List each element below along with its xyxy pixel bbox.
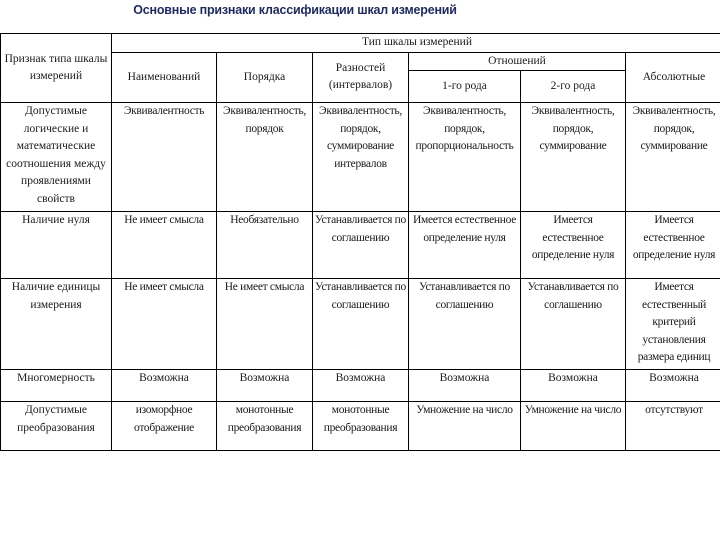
table-cell: Имеется естественный критерий установления размера единиц [626, 279, 720, 370]
row-label: Допустимые преобразования [1, 402, 112, 451]
row-label: Наличие нуля [1, 212, 112, 279]
table-row [1, 370, 720, 402]
table-cell: Устанавливается по соглашению [313, 279, 409, 370]
table-cell: монотонные преобразования [217, 402, 313, 451]
table-cell: Не имеет смысла [112, 279, 217, 370]
table-cell: Эквивалентность, порядок, суммирование [626, 103, 720, 212]
table-row [1, 212, 720, 279]
table-cell: Возможна [313, 370, 409, 402]
table-cell: Не имеет смысла [112, 212, 217, 279]
table-cell: Возможна [409, 370, 521, 402]
row-label: Многомерность [1, 370, 112, 402]
header-group-label: Тип шкалы измерений [112, 34, 720, 53]
col-header-ratio2: 2-го рода [521, 71, 626, 103]
table-cell: отсутствуют [626, 402, 720, 451]
header-row-label: Признак типа шкалы измерений [1, 34, 112, 103]
table-cell: Умножение на число [409, 402, 521, 451]
table-cell: Эквивалентность, порядок, суммирование интервалов [313, 103, 409, 212]
table-cell: Имеется естественное определение нуля [521, 212, 626, 279]
row-label: Наличие единицы измерения [1, 279, 112, 370]
col-header-ratio-group: Отношений [409, 52, 626, 71]
table-cell: Эквивалентность, порядок, суммирование [521, 103, 626, 212]
table-cell: Имеется естественное определение нуля [626, 212, 720, 279]
table-cell: Возможна [521, 370, 626, 402]
table-cell: Устанавливается по соглашению [521, 279, 626, 370]
col-header-absolute: Абсолютные [626, 52, 720, 103]
table-cell: Возможна [217, 370, 313, 402]
table-cell: Устанавливается по соглашению [313, 212, 409, 279]
table-cell: Устанавливается по соглашению [409, 279, 521, 370]
table-row [1, 279, 720, 370]
table-cell: Эквивалентность [112, 103, 217, 212]
page-title: Основные признаки классификации шкал измерений [133, 3, 457, 17]
table-cell: Необязательно [217, 212, 313, 279]
scale-classification-table [0, 33, 720, 451]
table-cell: Не имеет смысла [217, 279, 313, 370]
col-header-order: Порядка [217, 52, 313, 103]
table-cell: Эквивалентность, порядок [217, 103, 313, 212]
table-cell: изоморфное отображение [112, 402, 217, 451]
table-row [1, 402, 720, 451]
col-header-names: Наименований [112, 52, 217, 103]
col-header-intervals: Разностей (интервалов) [313, 52, 409, 103]
table-cell: Возможна [626, 370, 720, 402]
header-row-group [1, 34, 720, 53]
table-row [1, 103, 720, 212]
row-label: Допустимые логические и математические соотношения между проявлениями свойств [1, 103, 112, 212]
table-cell: Имеется естественное определение нуля [409, 212, 521, 279]
table-cell: Умножение на число [521, 402, 626, 451]
table-cell: Эквивалентность, порядок, пропорциональность [409, 103, 521, 212]
table-cell: монотонные преобразования [313, 402, 409, 451]
table-cell: Возможна [112, 370, 217, 402]
col-header-ratio1: 1-го рода [409, 71, 521, 103]
